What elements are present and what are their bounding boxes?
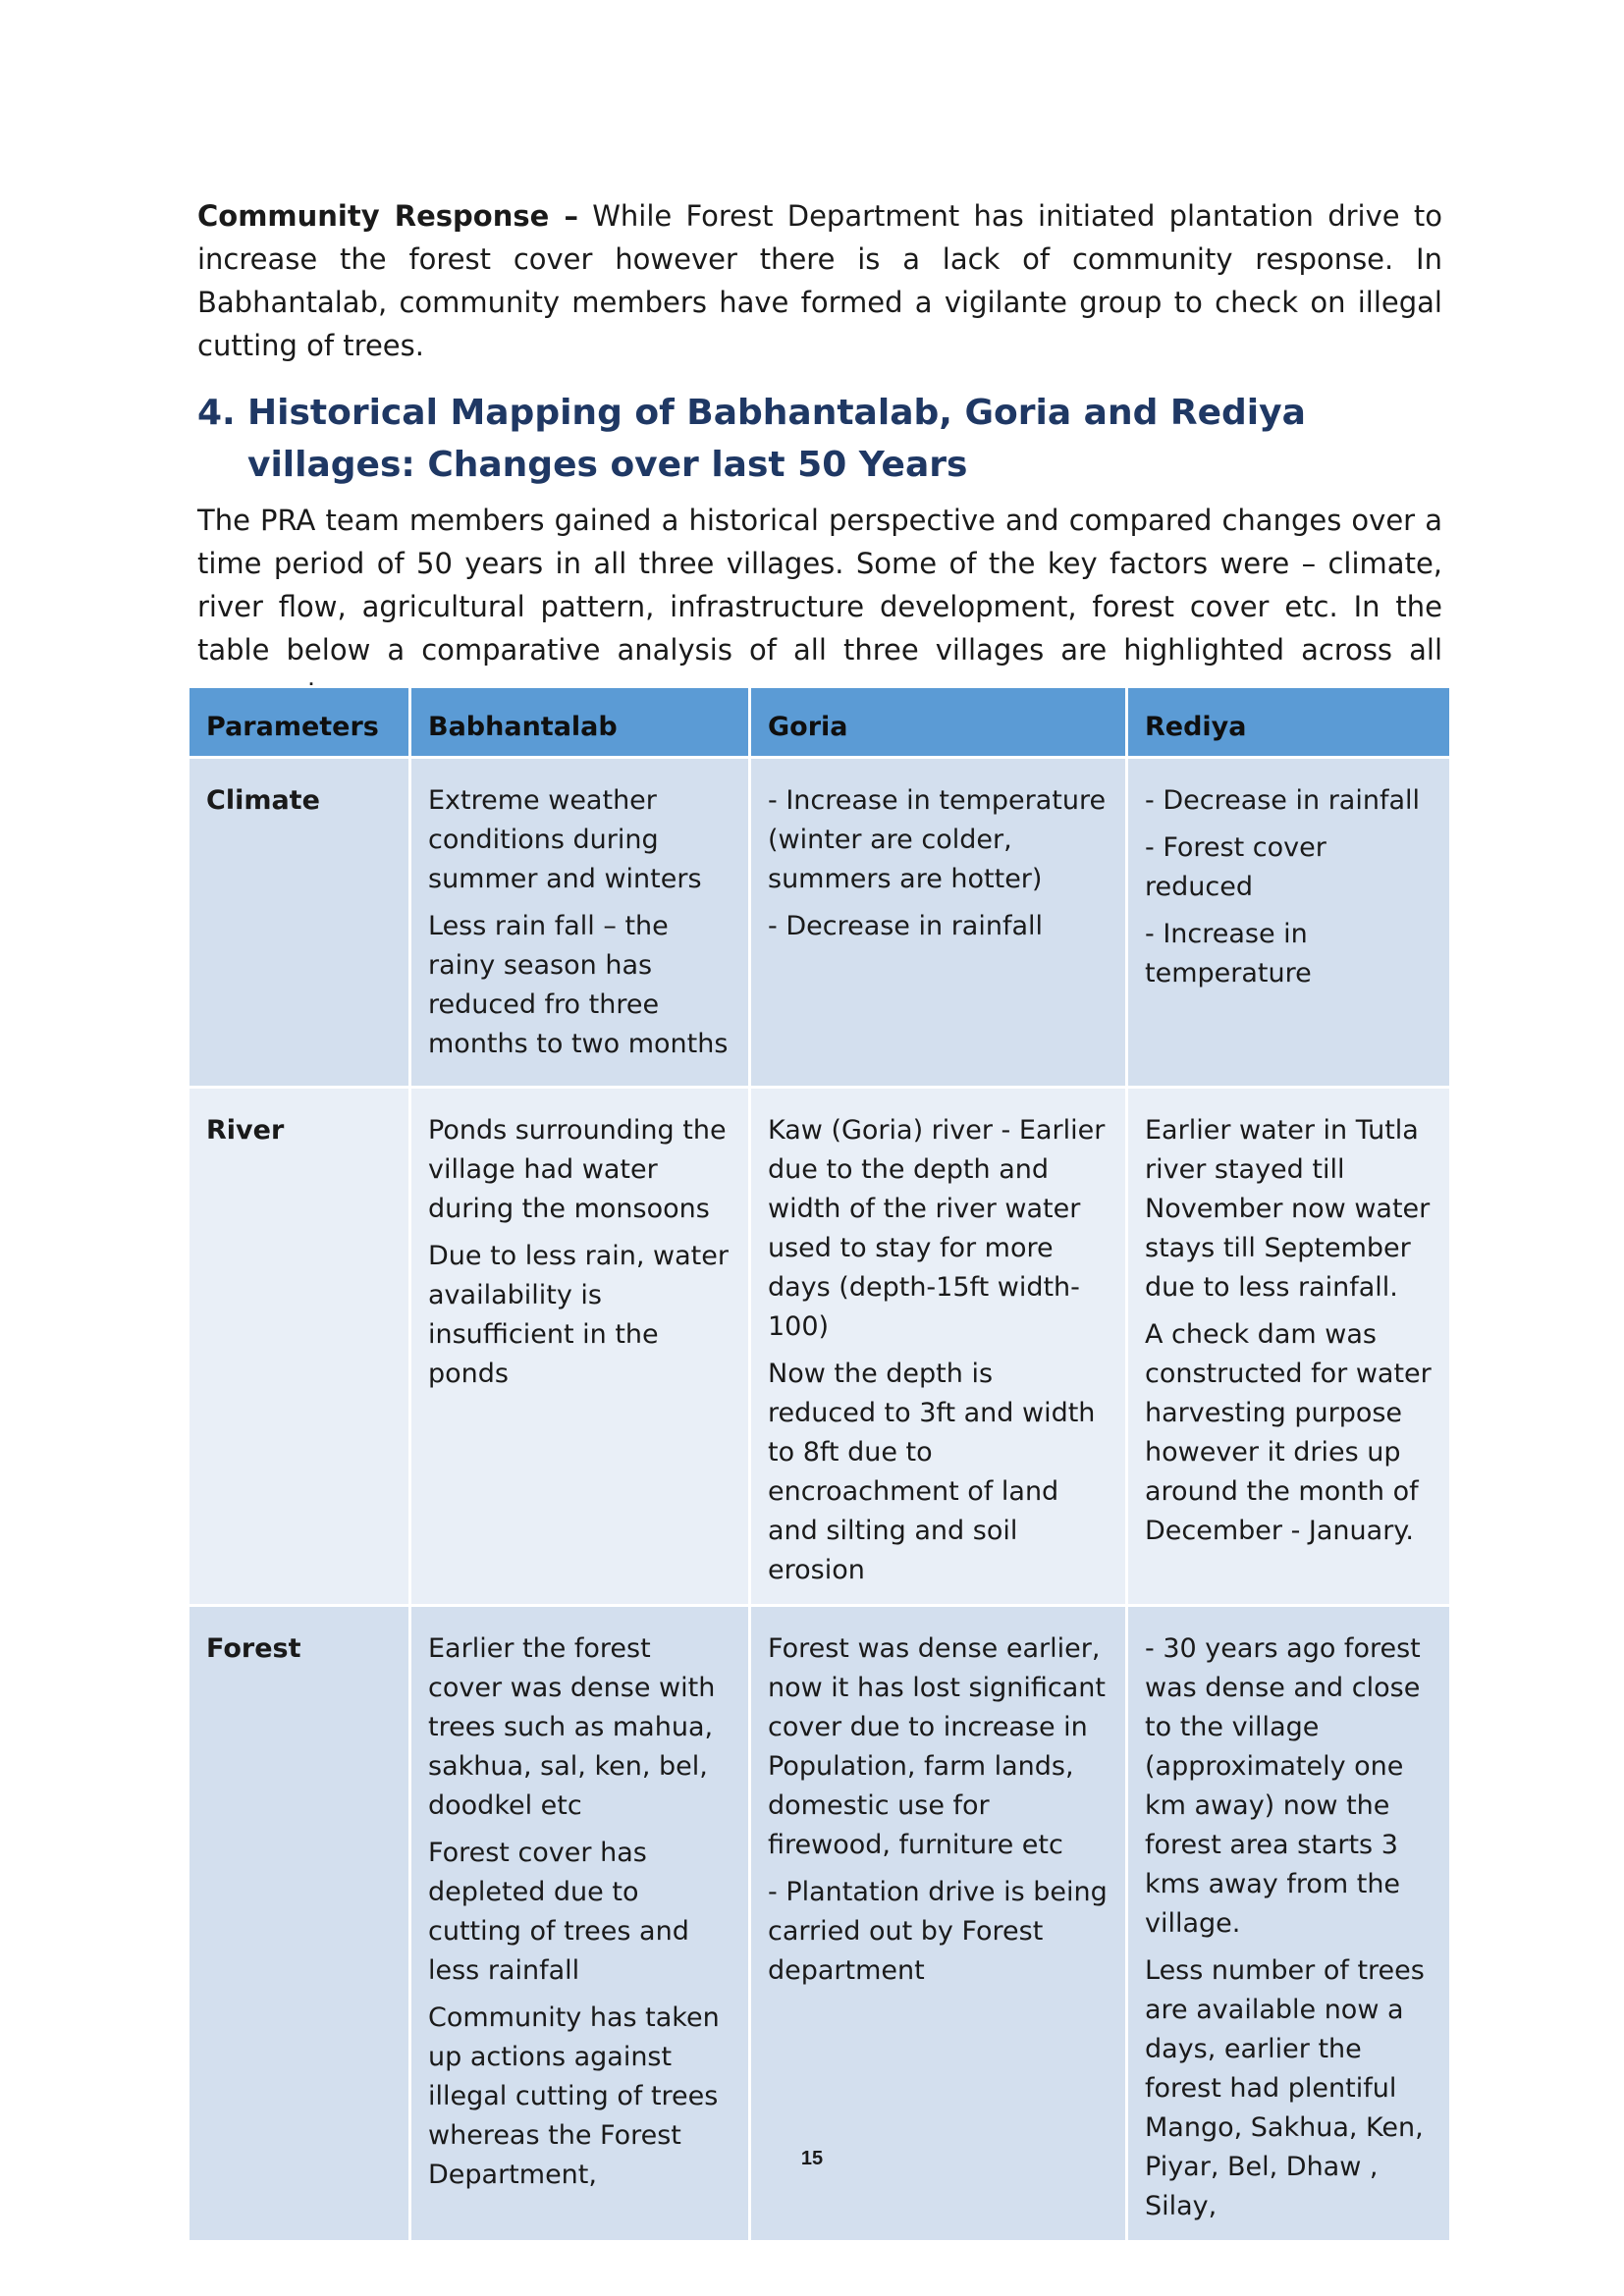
cell-text: Less number of trees are available now a days, earlier the forest had plentiful Mango, Sakhua, Ken, Piyar, Bel, Dhaw , Silay, — [1145, 1955, 1425, 2221]
column-header-babhantalab: Babhantalab — [410, 687, 750, 758]
cell-river-goria — [750, 1088, 1127, 1606]
column-header-rediya: Rediya — [1127, 687, 1451, 758]
cell-text: - Increase in temperature (winter are colder, summers are hotter) — [768, 785, 1107, 894]
cell-river-rediya — [1127, 1088, 1451, 1606]
cell-text: Now the depth is reduced to 3ft and width to 8ft due to encroachment of land and silting and soil erosion — [768, 1359, 1096, 1585]
column-header-parameters: Parameters — [189, 687, 410, 758]
cell-text: - Decrease in rainfall — [768, 911, 1044, 941]
cell-text: Forest was dense earlier, now it has lost significant cover due to increase in Population, farm lands, domestic use for firewood, furniture etc — [768, 1633, 1106, 1860]
table-row-river — [189, 1088, 1451, 1606]
community-response-text: While Forest Department has initiated plantation drive to increase the forest cover however there is a lack of community response. In Babhantalab, community members have formed a vigilante group to check on illegal cutting of trees. — [197, 199, 1442, 362]
community-response-paragraph — [197, 194, 1442, 367]
cell-text: - Forest cover reduced — [1145, 832, 1326, 902]
table-row-climate — [189, 758, 1451, 1088]
cell-text: Forest cover has depleted due to cutting of trees and less rainfall — [428, 1838, 689, 1986]
cell-text: - Decrease in rainfall — [1145, 785, 1421, 816]
cell-text: - Plantation drive is being carried out by Forest department — [768, 1877, 1108, 1986]
page-number: 15 — [800, 2148, 824, 2169]
cell-river-babhantalab — [410, 1088, 750, 1606]
cell-text: Ponds surrounding the village had water during the monsoons — [428, 1115, 727, 1224]
cell-forest-babhantalab — [410, 1606, 750, 2242]
cell-text: Less rain fall – the rainy season has reduced fro three months to two months — [428, 911, 729, 1059]
cell-text: Extreme weather conditions during summer and winters — [428, 785, 702, 894]
row-label-forest: Forest — [189, 1606, 410, 2242]
cell-climate-rediya — [1127, 758, 1451, 1088]
section-intro-paragraph: The PRA team members gained a historical perspective and compared changes over a time period of 50 years in all three villages. Some of the key factors were – climate, river flow, agricultural pattern, infrastructure development, forest cover etc. In the table below a comparative analysis of all three villages are highlighted across all — [197, 504, 1442, 667]
table-header-row — [189, 687, 1451, 758]
row-label-river: River — [189, 1088, 410, 1606]
cell-text: - Increase in temperature — [1145, 919, 1312, 988]
section-title: Historical Mapping of Babhantalab, Goria and Rediya villages: Changes over last 50 Years — [247, 393, 1306, 485]
section-heading — [197, 387, 1474, 491]
cell-text: Kaw (Goria) river - Earlier due to the depth and width of the river water used to stay for more days (depth-15ft width-100) — [768, 1115, 1106, 1342]
table-row-forest — [189, 1606, 1451, 2242]
section-number: 4. — [197, 393, 236, 433]
cell-forest-rediya — [1127, 1606, 1451, 2242]
column-header-goria: Goria — [750, 687, 1127, 758]
cell-climate-goria — [750, 758, 1127, 1088]
cell-text: Earlier the forest cover was dense with trees such as mahua, sakhua, sal, ken, bel, doodkel etc — [428, 1633, 716, 1821]
community-response-lead: Community Response – — [197, 199, 578, 233]
cell-text: Community has taken up actions against illegal cutting of trees whereas the Forest Department, — [428, 2002, 720, 2190]
row-label-climate: Climate — [189, 758, 410, 1088]
cell-text: Earlier water in Tutla river stayed till November now water stays till September due to less rainfall. — [1145, 1115, 1431, 1303]
cell-text: Due to less rain, water availability is insufficient in the ponds — [428, 1241, 729, 1389]
cell-climate-babhantalab — [410, 758, 750, 1088]
cell-forest-goria — [750, 1606, 1127, 2242]
cell-text: - 30 years ago forest was dense and close to the village (approximately one km away) now the forest area starts 3 kms away from the village. — [1145, 1633, 1421, 1939]
cell-text: A check dam was constructed for water harvesting purpose however it dries up around the month of December - January. — [1145, 1319, 1432, 1546]
historical-comparison-table — [187, 685, 1452, 2243]
